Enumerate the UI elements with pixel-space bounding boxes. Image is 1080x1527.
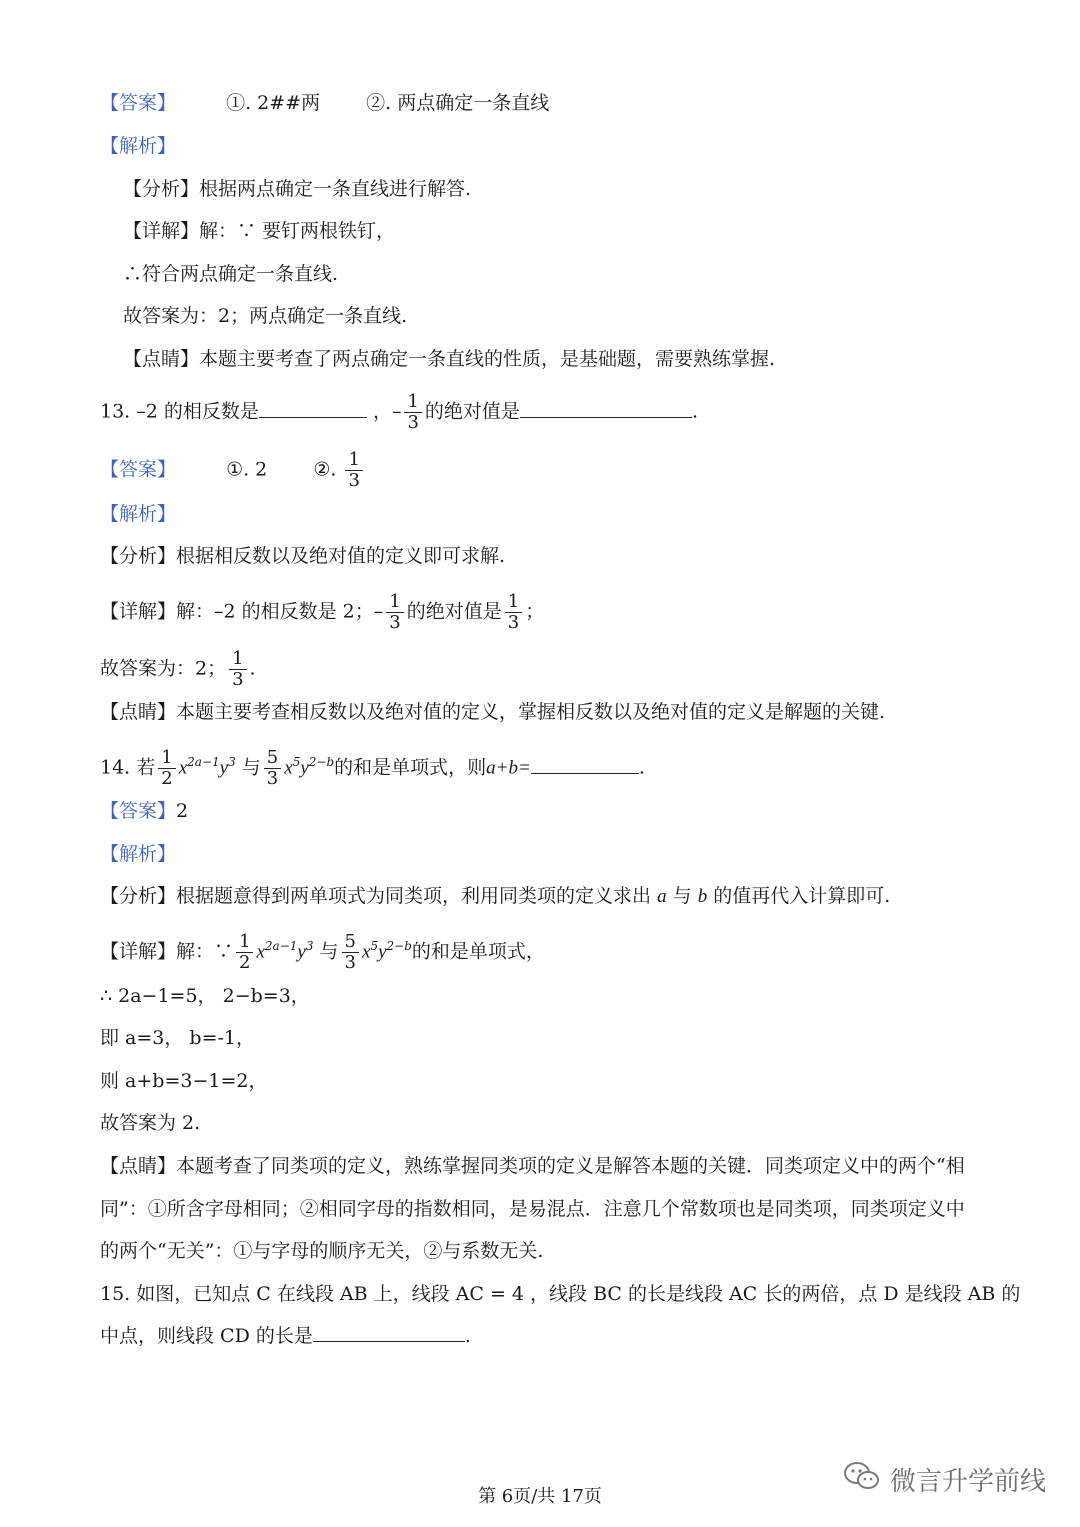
frac-num: 1 <box>236 932 253 953</box>
q14-eq1: ∴ 2a−1=5， 2−b=3， <box>100 985 310 1007</box>
q14-dianjing-2: 同”：①所含字母相同；②相同字母的指数相同，是易混点．注意几个常数项也是同类项，同类项定义中 <box>100 1198 965 1220</box>
q15-line2-text: 中点，则线段 CD 的长是 <box>100 1325 313 1347</box>
q14-expr: a+b= <box>486 757 531 779</box>
q12-xiangjie <box>123 218 395 244</box>
fenxi-tag: 【分析】 <box>123 178 200 200</box>
q13-blank-2[interactable] <box>520 399 692 418</box>
q12-line2: ∴符合两点确定一条直线. <box>123 263 339 285</box>
q15-blank[interactable] <box>313 1323 465 1342</box>
var-a: a <box>657 886 667 907</box>
frac-den: 3 <box>389 612 401 633</box>
q13-stem <box>100 392 698 433</box>
q14-final: 故答案为 2. <box>100 1112 201 1134</box>
q13-answer-1: ①. 2 <box>226 458 268 481</box>
q13-fenxi <box>100 543 505 569</box>
watermark-text: 微言升学前线 <box>889 1467 1046 1497</box>
q13-xiangjie <box>100 592 544 633</box>
answer-tag: 【答案】 <box>100 800 177 822</box>
q13-fenxi-text: 根据相反数以及绝对值的定义即可求解. <box>176 545 506 567</box>
q12-answer-line <box>100 90 549 116</box>
q14-answer-line <box>100 798 188 824</box>
fenxi-tag: 【分析】 <box>100 545 177 567</box>
var-x: x <box>362 941 371 963</box>
q14-answer: 2 <box>176 800 189 822</box>
q14-fenxi <box>100 883 890 910</box>
exp: 2a−1 <box>264 939 298 954</box>
q13-stem-b: 的绝对值是 <box>424 400 520 423</box>
var-b: b <box>697 886 708 907</box>
answer-tag: 【答案】 <box>100 458 177 481</box>
q13-dianjing <box>100 699 885 725</box>
fenxi-tag: 【分析】 <box>100 885 177 907</box>
q14-frac-1 <box>158 748 175 789</box>
q13-final-fraction <box>229 649 246 690</box>
q14-stem-tail: 的和是单项式，则 <box>334 756 487 779</box>
q13-answer-2-prefix: ②. <box>313 458 337 481</box>
q14-dianjing-3: 的两个“无关”：①与字母的顺序无关，②与系数无关. <box>100 1240 544 1262</box>
q13-jiexi-tag <box>100 501 176 527</box>
q14-eq2: 即 a=3， b=-1， <box>100 1027 256 1049</box>
exp: 5 <box>292 755 301 770</box>
frac-num: 1 <box>345 450 362 471</box>
q13-xiangjie-b: 的绝对值是 <box>406 600 502 623</box>
dianjing-tag: 【点睛】 <box>123 348 200 370</box>
q12-fenxi-text: 根据两点确定一条直线进行解答. <box>199 178 472 200</box>
xiangjie-tag: 【详解】 <box>100 600 177 623</box>
frac-num: 1 <box>229 649 246 670</box>
frac-den: 3 <box>407 412 419 433</box>
q13-number: 13. <box>100 400 131 423</box>
q13-xiangjie-fraction-2 <box>505 592 522 633</box>
answer-tag: 【答案】 <box>100 92 177 114</box>
q14-xiangjie-frac-2 <box>342 932 359 973</box>
exp: 5 <box>370 939 379 954</box>
q13-dianjing-text: 本题主要考查相反数以及绝对值的定义，掌握相反数以及绝对值的定义是解题的关键. <box>176 701 886 723</box>
frac-den: 3 <box>507 612 520 633</box>
xiangjie-tag: 【详解】 <box>100 940 177 963</box>
frac-den: 2 <box>161 768 173 789</box>
q12-answer-1: ①. 2##两 <box>226 92 321 114</box>
q15-line2 <box>100 1323 471 1349</box>
q13-answer-line <box>100 450 366 491</box>
q14-fenxi-b: 与 <box>672 885 692 907</box>
q13-stem-a: –2 的相反数是 <box>136 400 259 423</box>
watermark <box>842 1460 1046 1499</box>
frac-den: 2 <box>239 952 251 973</box>
q14-number: 14. <box>100 756 131 779</box>
var-x: x <box>284 757 293 779</box>
q15-line1: 15. 如图，已知点 C 在线段 AB 上，线段 AC = 4 ，线段 BC 的长是线段 AC 长的两倍，点 D 是线段 AB 的 <box>100 1283 1021 1305</box>
q13-minus: – <box>391 400 402 423</box>
q13-xiangjie-a: 解：–2 的相反数是 2；– <box>176 600 384 623</box>
var-y: y <box>300 757 309 779</box>
q14-stem <box>100 748 645 789</box>
q12-dianjing-text: 本题主要考查了两点确定一条直线的性质，是基础题，需要熟练掌握. <box>199 348 776 370</box>
exp: 3 <box>228 755 236 770</box>
q14-end: . <box>638 756 645 779</box>
q14-xiangjie-tail: 的和是单项式， <box>411 940 545 963</box>
page-footer: 第 6页/共 17页 <box>478 1486 602 1507</box>
q14-eq3: 则 a+b=3−1=2， <box>100 1070 268 1092</box>
q13-end: . <box>691 400 698 423</box>
exp: 2−b <box>386 939 412 954</box>
q14-yu: 与 <box>241 756 261 779</box>
q14-dianjing <box>100 1153 965 1179</box>
xiangjie-tag: 【详解】 <box>123 220 200 242</box>
var-x: x <box>256 941 265 963</box>
q12-dianjing <box>123 346 775 372</box>
frac-den: 3 <box>348 470 360 491</box>
var-x: x <box>178 757 188 779</box>
q13-xiangjie-end: ； <box>525 600 545 623</box>
q12-jiexi-tag <box>100 133 176 159</box>
q13-final-a: 故答案为：2； <box>100 657 227 680</box>
q14-ruo: 若 <box>136 756 156 779</box>
q13-comma: ， <box>372 400 392 423</box>
frac-num: 1 <box>404 392 421 413</box>
q12-final: 故答案为：2；两点确定一条直线. <box>123 305 408 327</box>
var-y: y <box>297 941 306 963</box>
frac-den: 3 <box>266 768 279 789</box>
var-y: y <box>378 941 387 963</box>
exp: 3 <box>305 939 314 954</box>
q13-xiangjie-fraction-1 <box>386 592 403 633</box>
dianjing-tag: 【点睛】 <box>100 701 177 723</box>
q14-frac-2 <box>264 748 281 789</box>
q14-xiangjie-a: 解：∵ <box>176 940 234 963</box>
q13-final-end: . <box>249 657 256 680</box>
frac-num: 1 <box>386 592 403 613</box>
jiexi-tag: 【解析】 <box>100 843 177 865</box>
exp: 2−b <box>308 755 335 770</box>
q15-end: . <box>464 1325 471 1347</box>
q13-blank-1[interactable] <box>259 399 367 418</box>
q13-fraction <box>404 392 421 433</box>
q14-xiangjie-frac-1 <box>236 932 253 973</box>
q14-dianjing-1: 本题考查了同类项的定义，熟练掌握同类项的定义是解答本题的关键．同类项定义中的两个“相 <box>176 1155 965 1177</box>
q12-xiangjie-text: 解：∵ 要钉两根铁钉， <box>199 220 396 242</box>
frac-den: 3 <box>344 952 356 973</box>
frac-num: 1 <box>505 592 522 613</box>
jiexi-tag: 【解析】 <box>100 503 177 525</box>
q13-answer-fraction <box>345 450 362 491</box>
frac-num: 1 <box>158 748 175 769</box>
exp: 2a−1 <box>187 755 220 770</box>
q14-xiangjie <box>100 932 545 973</box>
wechat-icon <box>842 1460 890 1499</box>
jiexi-tag: 【解析】 <box>100 135 177 157</box>
q14-fenxi-c: 的值再代入计算即可. <box>713 885 891 907</box>
frac-num: 5 <box>264 748 281 769</box>
frac-num: 5 <box>342 932 359 953</box>
q14-blank[interactable] <box>531 755 639 774</box>
q12-answer-2: ②. 两点确定一条直线 <box>366 92 550 114</box>
dianjing-tag: 【点睛】 <box>100 1155 177 1177</box>
q13-final <box>100 649 256 690</box>
q14-fenxi-a: 根据题意得到两单项式为同类项，利用同类项的定义求出 <box>176 885 652 907</box>
frac-den: 3 <box>232 669 244 690</box>
q12-fenxi <box>123 176 471 202</box>
q14-jiexi-tag <box>100 841 176 867</box>
q14-yu: 与 <box>319 940 339 963</box>
var-y: y <box>219 757 229 779</box>
